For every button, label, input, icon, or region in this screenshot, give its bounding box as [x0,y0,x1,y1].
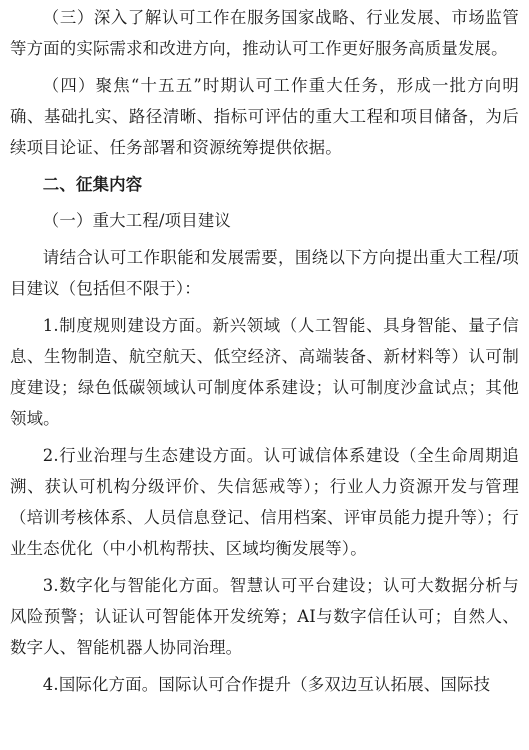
section-heading: 二、征集内容 [42,175,143,194]
document-page [10,0,519,700]
item-internationalization: 4.国际化方面。国际认可合作提升（多双边互认拓展、国际技 [42,675,491,694]
intro-paragraph: 请结合认可工作职能和发展需要，围绕以下方向提出重大工程/项目建议（包括但不限于）： [10,248,519,298]
item-institutional-rules: 1.制度规则建设方面。新兴领域（人工智能、具身智能、量子信息、生物制造、航空航天、低空经济、高端装备、新材料等）认可制度建设；绿色低碳领域认可制度体系建设；认可制度沙盒试点；其他领域。 [10,316,519,428]
subsection-heading: （一）重大工程/项目建议 [42,211,232,230]
paragraph-three: （三）深入了解认可工作在服务国家战略、行业发展、市场监管等方面的实际需求和改进方向，推动认可工作更好服务高质量发展。 [10,8,519,58]
item-industry-governance: 2.行业治理与生态建设方面。认可诚信体系建设（全生命周期追溯、获认可机构分级评价、失信惩戒等）；行业人力资源开发与管理（培训考核体系、人员信息登记、信用档案、评审员能力提升等）；行业生态优化（中小机构帮扶、区域均衡发展等）。 [10,446,519,558]
paragraph-four: （四）聚焦“十五五”时期认可工作重大任务，形成一批方向明确、基础扎实、路径清晰、指标可评估的重大工程和项目储备，为后续项目论证、任务部署和资源统筹提供依据。 [10,76,519,157]
item-digitalization: 3.数字化与智能化方面。智慧认可平台建设；认可大数据分析与风险预警；认证认可智能体开发统筹；AI与数字信任认可；自然人、数字人、智能机器人协同治理。 [10,576,519,657]
